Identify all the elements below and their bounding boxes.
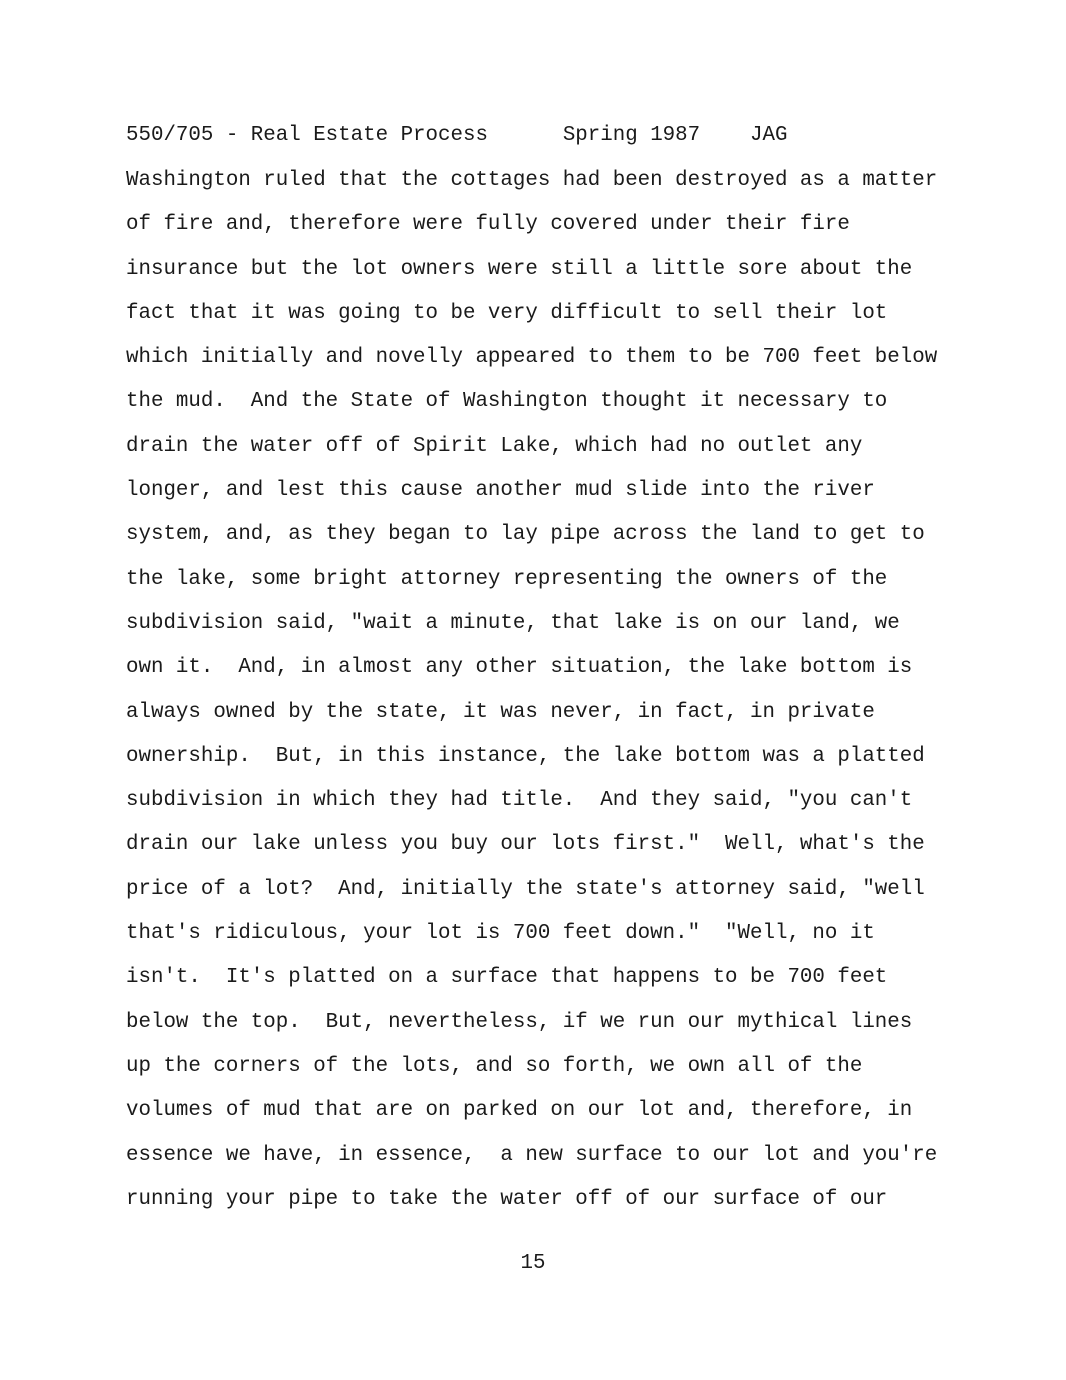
page-header bbox=[126, 124, 788, 148]
text-line: of fire and, therefore were fully covered under their fire bbox=[126, 213, 850, 237]
text-line: own it. And, in almost any other situation, the lake bottom is bbox=[126, 656, 913, 680]
text-line: insurance but the lot owners were still a little sore about the bbox=[126, 257, 913, 281]
text-line: subdivision said, "wait a minute, that lake is on our land, we bbox=[126, 611, 900, 635]
text-line: that's ridiculous, your lot is 700 feet down." "Well, no it bbox=[126, 922, 875, 946]
header-term: Spring 1987 bbox=[562, 124, 701, 147]
text-line: ownership. But, in this instance, the lake bottom was a platted bbox=[126, 744, 925, 768]
text-line: below the top. But, nevertheless, if we run our mythical lines bbox=[126, 1010, 913, 1034]
text-line: subdivision in which they had title. And they said, "you can't bbox=[126, 789, 913, 813]
text-line: which initially and novelly appeared to them to be 700 feet below bbox=[126, 346, 938, 370]
text-line: drain our lake unless you buy our lots first." Well, what's the bbox=[126, 833, 925, 857]
header-course: 550/705 - Real Estate Process bbox=[126, 124, 488, 147]
text-line: system, and, as they began to lay pipe across the land to get to bbox=[126, 523, 925, 547]
text-line: longer, and lest this cause another mud slide into the river bbox=[126, 479, 875, 503]
text-line: the mud. And the State of Washington thought it necessary to bbox=[126, 390, 888, 414]
header-initials: JAG bbox=[750, 124, 788, 147]
page-number: 15 bbox=[520, 1252, 546, 1275]
text-line: running your pipe to take the water off of our surface of our bbox=[126, 1187, 888, 1211]
text-line: isn't. It's platted on a surface that happens to be 700 feet bbox=[126, 966, 888, 990]
body-text bbox=[126, 169, 937, 1232]
text-line: drain the water off of Spirit Lake, which had no outlet any bbox=[126, 434, 863, 458]
text-line: the lake, some bright attorney representing the owners of the bbox=[126, 567, 888, 591]
text-line: volumes of mud that are on parked on our lot and, therefore, in bbox=[126, 1099, 913, 1123]
text-line: Washington ruled that the cottages had been destroyed as a matter bbox=[126, 169, 938, 192]
text-line: up the corners of the lots, and so forth, we own all of the bbox=[126, 1054, 863, 1078]
text-line: essence we have, in essence, a new surface to our lot and you're bbox=[126, 1143, 938, 1167]
text-line: fact that it was going to be very difficult to sell their lot bbox=[126, 301, 888, 325]
text-line: price of a lot? And, initially the state's attorney said, "well bbox=[126, 877, 925, 901]
text-line: always owned by the state, it was never, in fact, in private bbox=[126, 700, 875, 724]
